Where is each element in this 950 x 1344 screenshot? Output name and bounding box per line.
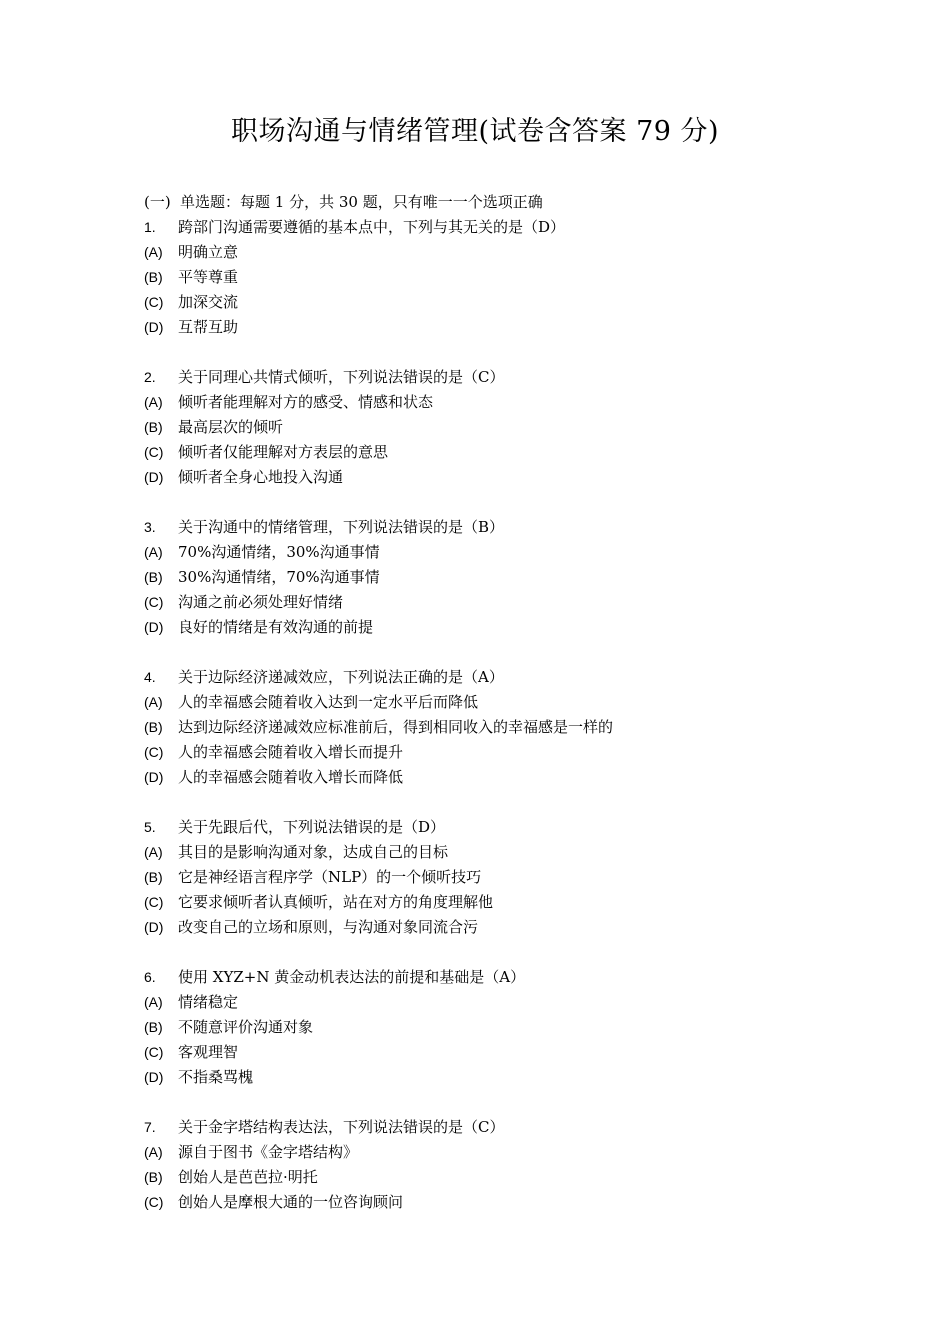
question-number: 7. [144, 1119, 156, 1135]
option-c [144, 1190, 864, 1215]
option-d [144, 315, 864, 340]
option-label: (B) [144, 269, 163, 285]
option-a [144, 690, 864, 715]
option-label: (B) [144, 869, 163, 885]
section-header [144, 190, 864, 215]
option-text: 客观理智 [178, 1043, 239, 1061]
question-2 [144, 365, 864, 490]
option-label: (D) [144, 469, 164, 485]
option-c [144, 1040, 864, 1065]
option-label: (A) [144, 1144, 163, 1160]
option-text: 倾听者能理解对方的感受、情感和状态 [178, 393, 434, 411]
question-number: 4. [144, 669, 156, 685]
option-text: 70%沟通情绪，30%沟通事情 [178, 543, 380, 561]
option-c [144, 890, 864, 915]
option-text: 创始人是摩根大通的一位咨询顾问 [178, 1193, 404, 1211]
option-text: 人的幸福感会随着收入增长而提升 [178, 743, 404, 761]
spacer [144, 1090, 864, 1115]
question-text: 关于金字塔结构表达法，下列说法错误的是（C） [178, 1118, 505, 1136]
option-text: 互帮互助 [178, 318, 239, 336]
option-b [144, 865, 864, 890]
option-text: 其目的是影响沟通对象，达成自己的目标 [178, 843, 449, 861]
option-label: (C) [144, 744, 164, 760]
option-label: (B) [144, 1019, 163, 1035]
option-a [144, 240, 864, 265]
option-text: 加深交流 [178, 293, 239, 311]
option-c [144, 590, 864, 615]
option-text: 源自于图书《金字塔结构》 [178, 1143, 359, 1161]
option-label: (B) [144, 569, 163, 585]
option-a [144, 1140, 864, 1165]
option-d [144, 1065, 864, 1090]
option-text: 不指桑骂槐 [178, 1068, 254, 1086]
option-label: (B) [144, 419, 163, 435]
option-b [144, 715, 864, 740]
option-label: (C) [144, 1194, 164, 1210]
question-text: 关于同理心共情式倾听，下列说法错误的是（C） [178, 368, 505, 386]
option-label: (A) [144, 994, 163, 1010]
question-7 [144, 1115, 864, 1215]
option-label: (D) [144, 1069, 164, 1085]
question-4 [144, 665, 864, 790]
question-6 [144, 965, 864, 1090]
option-d [144, 465, 864, 490]
option-text: 不随意评价沟通对象 [178, 1018, 314, 1036]
option-label: (B) [144, 1169, 163, 1185]
option-text: 创始人是芭芭拉·明托 [178, 1168, 318, 1186]
option-a [144, 540, 864, 565]
spacer [144, 340, 864, 365]
option-text: 人的幸福感会随着收入增长而降低 [178, 768, 404, 786]
option-text: 明确立意 [178, 243, 239, 261]
question-stem [144, 215, 864, 240]
option-label: (A) [144, 544, 163, 560]
option-b [144, 1015, 864, 1040]
option-c [144, 740, 864, 765]
option-text: 倾听者全身心地投入沟通 [178, 468, 344, 486]
option-c [144, 290, 864, 315]
question-1 [144, 215, 864, 340]
question-stem [144, 815, 864, 840]
option-d [144, 915, 864, 940]
option-a [144, 990, 864, 1015]
option-text: 30%沟通情绪，70%沟通事情 [178, 568, 380, 586]
option-text: 达到边际经济递减效应标准前后，得到相同收入的幸福感是一样的 [178, 718, 614, 736]
page-title: 职场沟通与情绪管理(试卷含答案 79 分) [230, 116, 720, 147]
option-b [144, 1165, 864, 1190]
question-number: 2. [144, 369, 156, 385]
question-stem [144, 965, 864, 990]
spacer [144, 940, 864, 965]
option-label: (B) [144, 719, 163, 735]
option-label: (D) [144, 769, 164, 785]
option-text: 平等尊重 [178, 268, 239, 286]
option-text: 最高层次的倾听 [178, 418, 284, 436]
question-3 [144, 515, 864, 640]
option-label: (A) [144, 844, 163, 860]
option-label: (A) [144, 394, 163, 410]
question-number: 3. [144, 519, 156, 535]
spacer [144, 640, 864, 665]
spacer [144, 790, 864, 815]
section-label: (一) [144, 193, 171, 211]
option-text: 它要求倾听者认真倾听，站在对方的角度理解他 [178, 893, 494, 911]
option-c [144, 440, 864, 465]
question-5 [144, 815, 864, 940]
question-number: 1. [144, 219, 156, 235]
option-text: 倾听者仅能理解对方表层的意思 [178, 443, 389, 461]
option-text: 情绪稳定 [178, 993, 239, 1011]
option-text: 人的幸福感会随着收入达到一定水平后而降低 [178, 693, 479, 711]
option-label: (D) [144, 619, 164, 635]
option-text: 改变自己的立场和原则，与沟通对象同流合污 [178, 918, 479, 936]
question-stem [144, 515, 864, 540]
question-text: 跨部门沟通需要遵循的基本点中，下列与其无关的是（D） [178, 218, 566, 236]
section-text: 单选题：每题 1 分，共 30 题，只有唯一一个选项正确 [180, 193, 543, 211]
option-d [144, 615, 864, 640]
option-a [144, 390, 864, 415]
question-stem [144, 665, 864, 690]
option-label: (C) [144, 444, 164, 460]
question-number: 6. [144, 969, 156, 985]
option-text: 它是神经语言程序学（NLP）的一个倾听技巧 [178, 868, 482, 886]
option-label: (A) [144, 694, 163, 710]
spacer [144, 490, 864, 515]
option-text: 沟通之前必须处理好情绪 [178, 593, 344, 611]
question-stem [144, 1115, 864, 1140]
option-d [144, 765, 864, 790]
option-b [144, 565, 864, 590]
option-label: (C) [144, 594, 164, 610]
option-a [144, 840, 864, 865]
option-label: (A) [144, 244, 163, 260]
option-label: (D) [144, 919, 164, 935]
question-stem [144, 365, 864, 390]
option-label: (D) [144, 319, 164, 335]
exam-content [144, 190, 864, 1215]
question-text: 关于边际经济递减效应，下列说法正确的是（A） [178, 668, 504, 686]
question-text: 关于沟通中的情绪管理，下列说法错误的是（B） [178, 518, 505, 536]
question-text: 关于先跟后代，下列说法错误的是（D） [178, 818, 446, 836]
option-label: (C) [144, 294, 164, 310]
question-number: 5. [144, 819, 156, 835]
option-label: (C) [144, 1044, 164, 1060]
option-label: (C) [144, 894, 164, 910]
option-b [144, 415, 864, 440]
question-text: 使用 XYZ+N 黄金动机表达法的前提和基础是（A） [178, 968, 526, 986]
option-b [144, 265, 864, 290]
option-text: 良好的情绪是有效沟通的前提 [178, 618, 374, 636]
